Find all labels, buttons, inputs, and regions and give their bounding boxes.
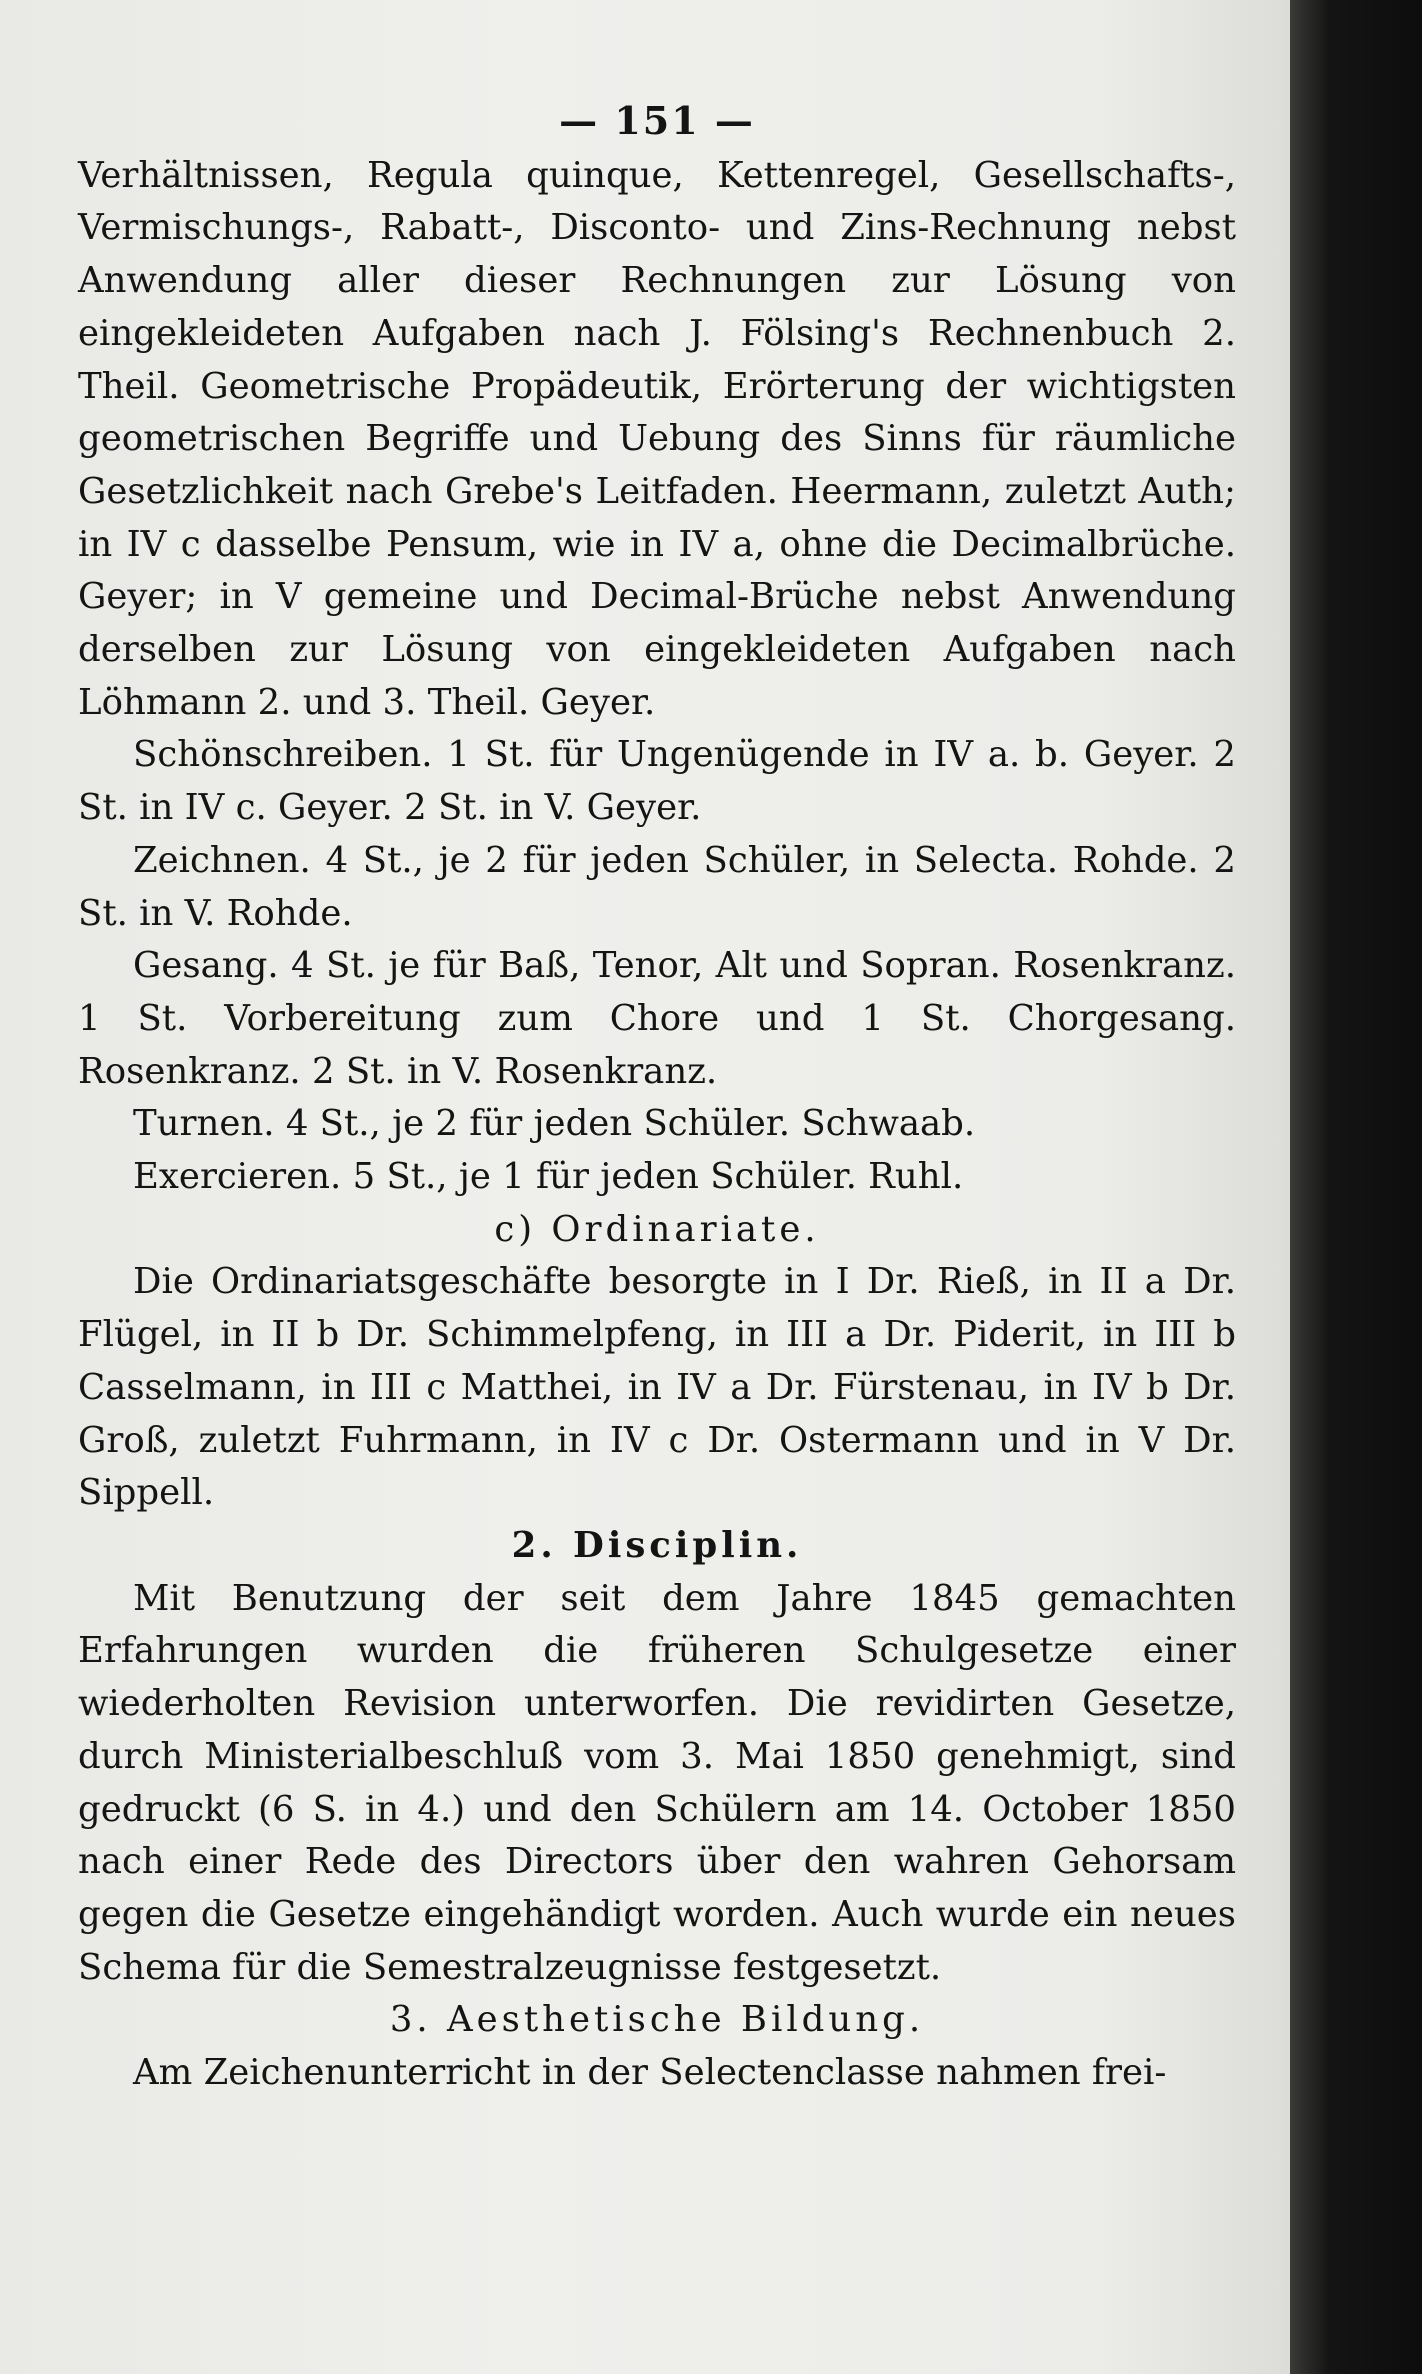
paragraph-schoenschreiben: Schönschreiben. 1 St. für Ungenügende in IV a. b. Geyer. 2 St. in IV c. Geyer. 2 St. in V. Geyer. [78, 734, 1236, 829]
paragraph-gesang: Gesang. 4 St. je für Baß, Tenor, Alt und Sopran. Rosenkranz. 1 St. Vorbereitung zum Chore und 1 St. Chorgesang. Rosenkranz. 2 St. in V. Rosenkranz. [78, 945, 1236, 1092]
paragraph-disciplin: Mit Benutzung der seit dem Jahre 1845 gemachten Erfahrungen wurden die früheren Schulgesetze einer wiederholten Revision unterworfen. Die revidirten Gesetze, durch Ministerialbeschluß vom 3. Mai 1850 genehmigt, sind gedruckt (6 S. in 4.) und den Schülern am 14. October 1850 nach einer Rede des Directors über den wahren Gehorsam gegen die Gesetze eingehändigt worden. Auch wurde ein neues Schema für die Semestralzeugnisse festgesetzt. [78, 1577, 1236, 1988]
paragraph-turnen: Turnen. 4 St., je 2 für jeden Schüler. Schwaab. [133, 1103, 976, 1145]
paragraph-ordinariate: Die Ordinariatsgeschäfte besorgte in I Dr. Rieß, in II a Dr. Flügel, in II b Dr. Schimmelpfeng, in III a Dr. Piderit, in III b Casselmann, in III c Matthei, in IV a Dr. Fürstenau, in IV b Dr. Groß, zuletzt Fuhrmann, in IV c Dr. Ostermann und in V Dr. Sippell. [78, 1261, 1236, 1514]
scan-background-edge [1290, 0, 1422, 2374]
paragraph-exercieren: Exercieren. 5 St., je 1 für jeden Schüler. Ruhl. [133, 1156, 964, 1198]
heading-disciplin: 2. Disciplin. [511, 1524, 803, 1566]
paragraph-zeichnen: Zeichnen. 4 St., je 2 für jeden Schüler, in Selecta. Rohde. 2 St. in V. Rohde. [78, 839, 1236, 934]
paragraph-arithmetic: Verhältnissen, Regula quinque, Kettenregel, Gesellschafts-, Vermischungs-, Rabatt-, Disconto- und Zins-Rechnung nebst Anwendung aller dieser Rechnungen zur Lösung von eingekleideten Aufgaben nach J. Fölsing's Rechnenbuch 2. Theil. Geometrische Propädeutik, Erörterung der wichtigsten geometrischen Begriffe und Uebung des Sinns für räumliche Gesetzlichkeit nach Grebe's Leitfaden. Heermann, zuletzt Auth; in IV c dasselbe Pensum, wie in IV a, ohne die Decimalbrüche. Geyer; in V gemeine und Decimal-Brüche nebst Anwendung derselben zur Lösung von eingekleideten Aufgaben nach Löhmann 2. und 3. Theil. Geyer. [78, 154, 1236, 723]
heading-aesthetische-bildung: 3. Aesthetische Bildung. [389, 1999, 925, 2041]
paragraph-zeichenunterricht: Am Zeichenunterricht in der Selectenclasse nahmen frei- [133, 2052, 1167, 2094]
page-text [78, 95, 1236, 2100]
heading-ordinariate: c) Ordinariate. [494, 1208, 820, 1250]
page-number: — 151 — [559, 98, 755, 143]
